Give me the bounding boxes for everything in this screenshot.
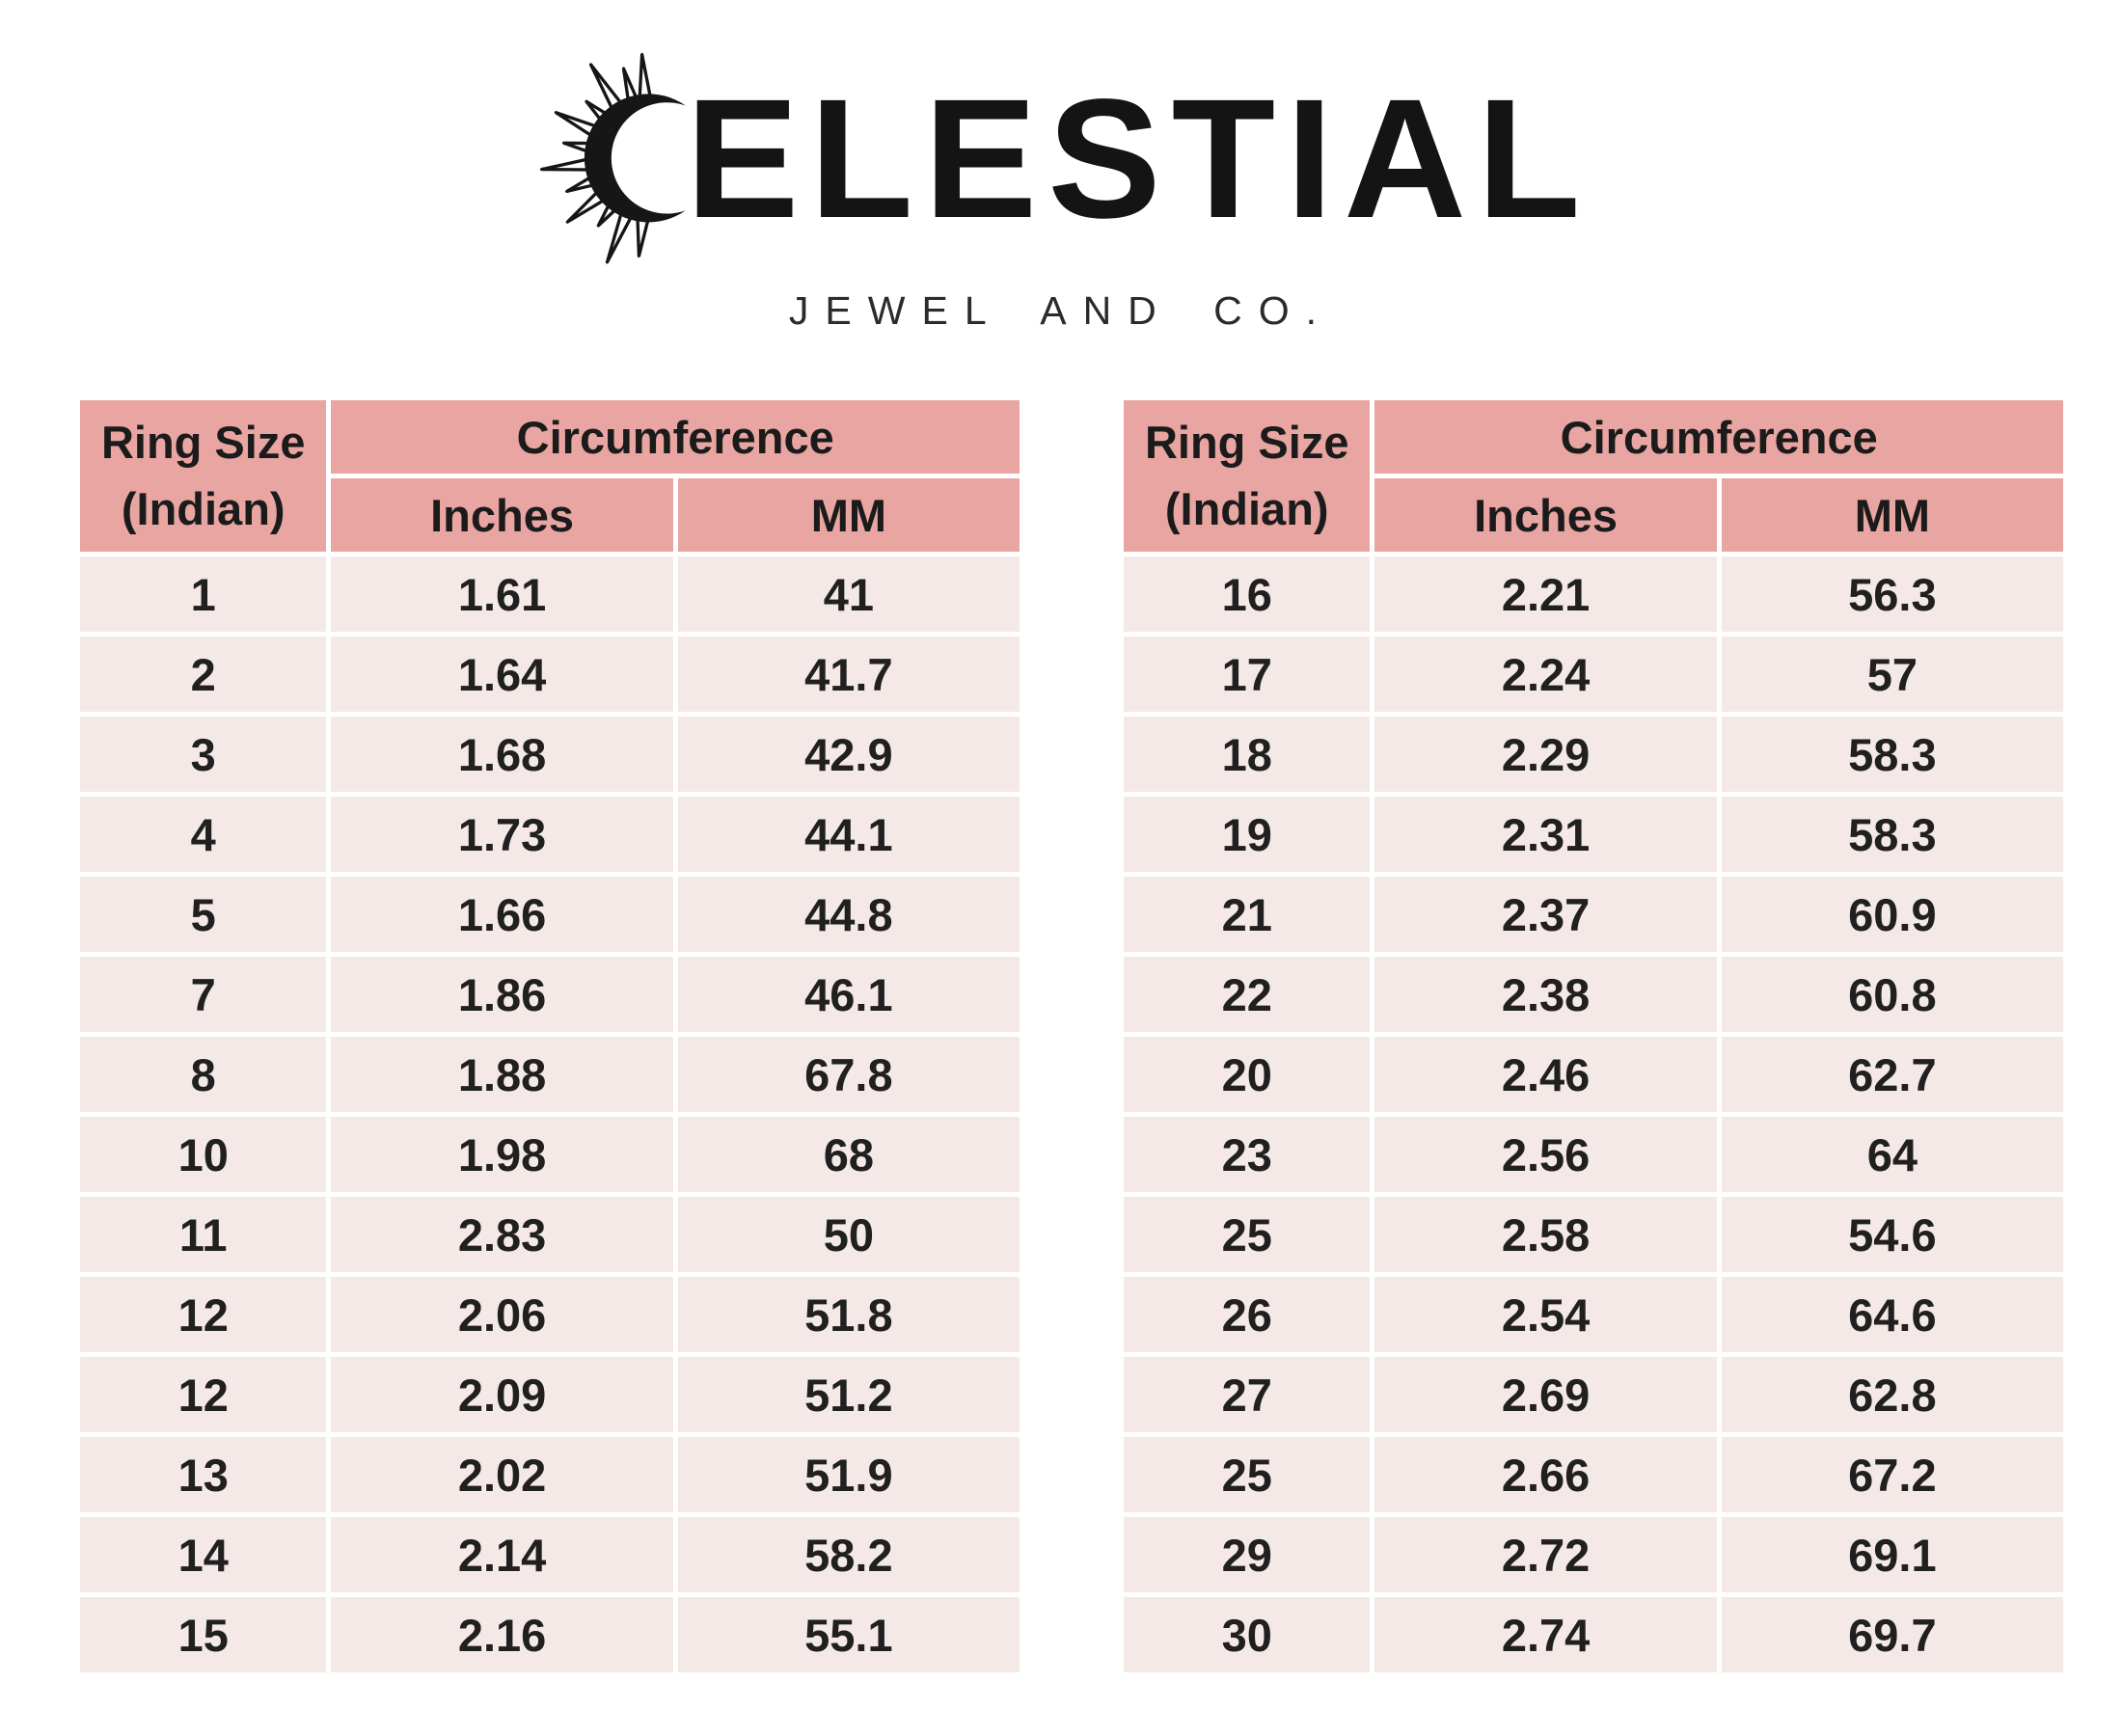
cell-inches: 2.29 <box>1374 717 1716 792</box>
brand-logo <box>0 39 2122 280</box>
cell-ring-size: 25 <box>1124 1197 1370 1272</box>
cell-ring-size: 8 <box>80 1037 326 1112</box>
header-ring-size-line2: (Indian) <box>121 482 286 534</box>
cell-inches: 2.38 <box>1374 957 1716 1032</box>
cell-mm: 68 <box>678 1117 1020 1192</box>
cell-mm: 62.7 <box>1722 1037 2063 1112</box>
table-row <box>80 877 1020 952</box>
cell-inches: 2.16 <box>331 1597 672 1672</box>
table-row <box>1124 1517 2063 1592</box>
cell-mm: 51.9 <box>678 1437 1020 1512</box>
cell-ring-size: 16 <box>1124 556 1370 632</box>
cell-mm: 51.2 <box>678 1357 1020 1432</box>
table-row <box>1124 1037 2063 1112</box>
cell-ring-size: 3 <box>80 717 326 792</box>
table-row <box>1124 1357 2063 1432</box>
table-row <box>1124 797 2063 872</box>
table-row <box>80 1357 1020 1432</box>
cell-inches: 2.69 <box>1374 1357 1716 1432</box>
cell-ring-size: 11 <box>80 1197 326 1272</box>
cell-mm: 60.9 <box>1722 877 2063 952</box>
cell-inches: 1.61 <box>331 556 672 632</box>
cell-inches: 2.14 <box>331 1517 672 1592</box>
cell-mm: 44.1 <box>678 797 1020 872</box>
table-row <box>80 556 1020 632</box>
cell-mm: 41.7 <box>678 637 1020 712</box>
table-row <box>1124 1597 2063 1672</box>
table-row <box>1124 717 2063 792</box>
header-inches: Inches <box>331 478 672 552</box>
cell-ring-size: 15 <box>80 1597 326 1672</box>
cell-mm: 54.6 <box>1722 1197 2063 1272</box>
cell-inches: 1.88 <box>331 1037 672 1112</box>
table-row <box>80 1517 1020 1592</box>
cell-inches: 1.66 <box>331 877 672 952</box>
cell-mm: 60.8 <box>1722 957 2063 1032</box>
cell-ring-size: 25 <box>1124 1437 1370 1512</box>
cell-inches: 2.83 <box>331 1197 672 1272</box>
brand-tagline: JEWEL AND CO. <box>788 288 1334 333</box>
ring-size-table-2 <box>1119 395 2068 1677</box>
cell-ring-size: 29 <box>1124 1517 1370 1592</box>
header-mm: MM <box>1722 478 2063 552</box>
header-circumference: Circumference <box>331 400 1020 474</box>
cell-mm: 67.8 <box>678 1037 1020 1112</box>
cell-ring-size: 2 <box>80 637 326 712</box>
cell-mm: 67.2 <box>1722 1437 2063 1512</box>
cell-ring-size: 20 <box>1124 1037 1370 1112</box>
header-ring-size-line1: Ring Size <box>1144 417 1349 469</box>
table-row <box>80 1597 1020 1672</box>
table-row <box>80 637 1020 712</box>
cell-mm: 69.1 <box>1722 1517 2063 1592</box>
table-row <box>80 957 1020 1032</box>
cell-inches: 2.09 <box>331 1357 672 1432</box>
cell-inches: 2.21 <box>1374 556 1716 632</box>
cell-mm: 51.8 <box>678 1277 1020 1352</box>
cell-mm: 58.2 <box>678 1517 1020 1592</box>
cell-ring-size: 23 <box>1124 1117 1370 1192</box>
table-row <box>80 1117 1020 1192</box>
cell-mm: 64 <box>1722 1117 2063 1192</box>
cell-mm: 56.3 <box>1722 556 2063 632</box>
table-row <box>1124 1117 2063 1192</box>
cell-ring-size: 30 <box>1124 1597 1370 1672</box>
cell-inches: 1.86 <box>331 957 672 1032</box>
cell-inches: 2.58 <box>1374 1197 1716 1272</box>
cell-mm: 44.8 <box>678 877 1020 952</box>
table-row <box>1124 1197 2063 1272</box>
header-circumference: Circumference <box>1374 400 2063 474</box>
table-row <box>1124 957 2063 1032</box>
cell-ring-size: 26 <box>1124 1277 1370 1352</box>
header-ring-size <box>1124 400 1370 552</box>
header-ring-size-line1: Ring Size <box>100 417 306 469</box>
cell-mm: 62.8 <box>1722 1357 2063 1432</box>
table-row <box>1124 637 2063 712</box>
cell-ring-size: 4 <box>80 797 326 872</box>
cell-mm: 42.9 <box>678 717 1020 792</box>
cell-inches: 1.98 <box>331 1117 672 1192</box>
cell-mm: 58.3 <box>1722 797 2063 872</box>
cell-ring-size: 27 <box>1124 1357 1370 1432</box>
cell-inches: 2.06 <box>331 1277 672 1352</box>
table-row <box>80 717 1020 792</box>
cell-mm: 46.1 <box>678 957 1020 1032</box>
cell-inches: 1.73 <box>331 797 672 872</box>
header-mm: MM <box>678 478 1020 552</box>
cell-inches: 2.56 <box>1374 1117 1716 1192</box>
cell-mm: 50 <box>678 1197 1020 1272</box>
table-row <box>1124 1437 2063 1512</box>
cell-ring-size: 19 <box>1124 797 1370 872</box>
cell-ring-size: 12 <box>80 1357 326 1432</box>
cell-inches: 2.74 <box>1374 1597 1716 1672</box>
cell-ring-size: 18 <box>1124 717 1370 792</box>
cell-inches: 2.31 <box>1374 797 1716 872</box>
cell-ring-size: 5 <box>80 877 326 952</box>
cell-ring-size: 22 <box>1124 957 1370 1032</box>
cell-inches: 1.68 <box>331 717 672 792</box>
cell-ring-size: 13 <box>80 1437 326 1512</box>
table-row <box>80 1197 1020 1272</box>
size-tables-container <box>0 395 2122 1677</box>
cell-inches: 2.66 <box>1374 1437 1716 1512</box>
cell-mm: 58.3 <box>1722 717 2063 792</box>
table-row <box>80 1277 1020 1352</box>
table-row <box>1124 1277 2063 1352</box>
table-row <box>80 1037 1020 1112</box>
cell-mm: 64.6 <box>1722 1277 2063 1352</box>
cell-inches: 1.64 <box>331 637 672 712</box>
cell-inches: 2.72 <box>1374 1517 1716 1592</box>
cell-ring-size: 1 <box>80 556 326 632</box>
ring-size-table-1 <box>75 395 1024 1677</box>
cell-ring-size: 14 <box>80 1517 326 1592</box>
cell-ring-size: 7 <box>80 957 326 1032</box>
cell-inches: 2.24 <box>1374 637 1716 712</box>
table-row <box>80 797 1020 872</box>
header-ring-size-line2: (Indian) <box>1164 482 1329 534</box>
cell-mm: 55.1 <box>678 1597 1020 1672</box>
table-row <box>80 1437 1020 1512</box>
cell-ring-size: 10 <box>80 1117 326 1192</box>
table-row <box>1124 556 2063 632</box>
brand-header <box>0 0 2122 336</box>
cell-mm: 69.7 <box>1722 1597 2063 1672</box>
cell-ring-size: 17 <box>1124 637 1370 712</box>
header-ring-size <box>80 400 326 552</box>
cell-inches: 2.37 <box>1374 877 1716 952</box>
crescent-sun-icon <box>530 41 694 277</box>
table-row <box>1124 877 2063 952</box>
cell-ring-size: 12 <box>80 1277 326 1352</box>
cell-ring-size: 21 <box>1124 877 1370 952</box>
cell-mm: 41 <box>678 556 1020 632</box>
cell-inches: 2.46 <box>1374 1037 1716 1112</box>
brand-wordmark: ELESTIAL <box>685 65 1592 254</box>
cell-mm: 57 <box>1722 637 2063 712</box>
header-inches: Inches <box>1374 478 1716 552</box>
cell-inches: 2.02 <box>331 1437 672 1512</box>
cell-inches: 2.54 <box>1374 1277 1716 1352</box>
